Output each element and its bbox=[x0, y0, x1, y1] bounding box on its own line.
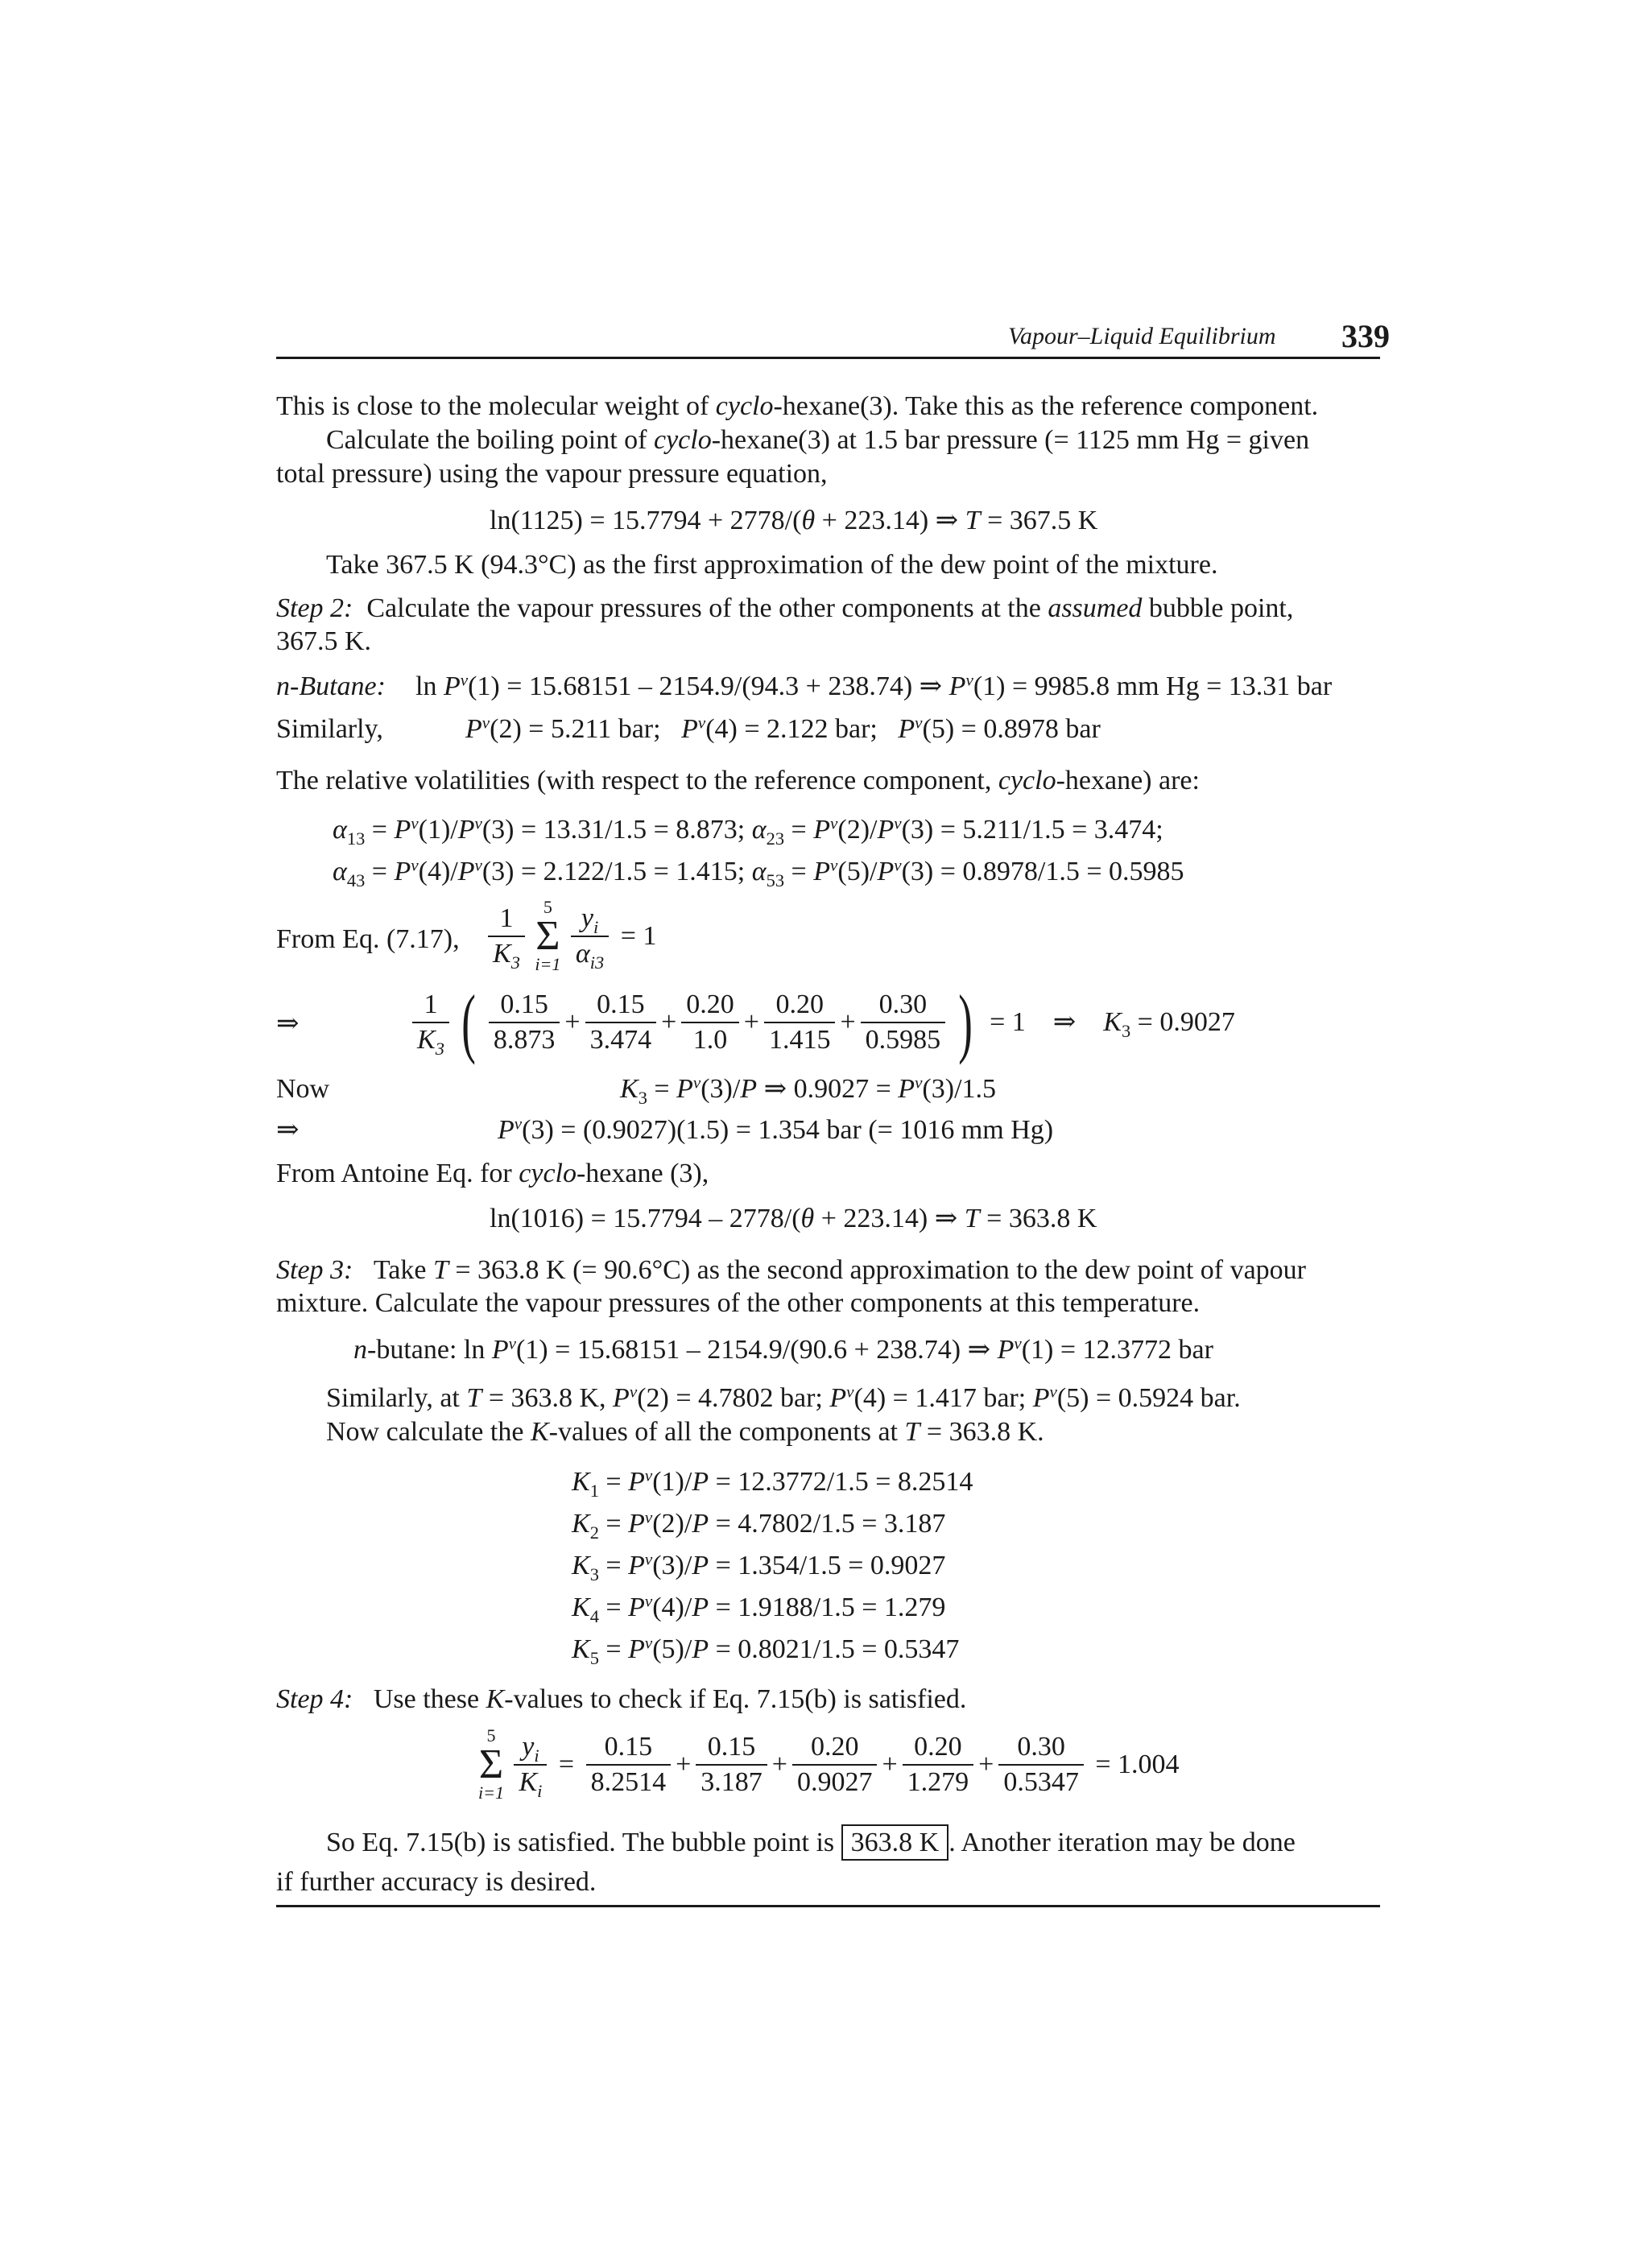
alpha-line-2: $\alpha_{43} = P^v(4)/P^v(3) = 2.122/1.5 = 1.415$; $\alpha_{53} = P^v(5)/P^v(3) = 0.8978/1.5 = 0.5985$ bbox=[333, 855, 1184, 890]
step-2-line-1: Step 2: Calculate the vapour pressures of the other components at the assumed bubble point, bbox=[276, 593, 1294, 623]
k2-equation: $K_2 = P^v(2)/P = 4.7802/1.5 = 3.187$ bbox=[572, 1507, 946, 1543]
step-3-line-2: mixture. Calculate the vapour pressures of the other components at this temperature. bbox=[276, 1288, 1201, 1318]
header-rule bbox=[276, 357, 1380, 359]
similarly-2-line-1: Similarly, at T = 363.8 K, $P^v(2) = 4.7802$ bar; $P^v(4) = 1.417$ bar; $P^v(5) = 0.5924$ bar. bbox=[326, 1382, 1241, 1413]
running-title: Vapour–Liquid Equilibrium bbox=[1008, 323, 1276, 349]
n-butane-label: n-Butane: bbox=[276, 671, 386, 701]
antoine-intro: From Antoine Eq. for cyclo-hexane (3), bbox=[276, 1159, 709, 1188]
equation-antoine: ln(1016) = 15.7794 – 2778/(θ + 223.14) ⇒ T = 363.8 K bbox=[490, 1204, 1097, 1233]
eq4-frac-4: $\frac{0.20}{1.279}$ bbox=[903, 1733, 974, 1796]
relative-volatility-intro: The relative volatilities (with respect to the reference component, cyclo-hexane) are: bbox=[276, 766, 1200, 795]
k1-equation: $K_1 = P^v(1)/P = 12.3772/1.5 = 8.2514$ bbox=[572, 1465, 973, 1501]
step-2-label: Step 2: bbox=[276, 593, 353, 623]
paragraph-2-line-1: Calculate the boiling point of cyclo-hexane(3) at 1.5 bar pressure (= 1125 mm Hg = given bbox=[326, 425, 1310, 455]
summation-symbol: 5 Σ i=1 bbox=[535, 897, 561, 975]
paragraph-2-line-2: total pressure) using the vapour pressure equation, bbox=[276, 459, 828, 489]
now-equation: $K_3 = P^v(3)/P$ ⇒ $0.9027 = P^v(3)/1.5$ bbox=[620, 1072, 997, 1108]
eq3-frac-2: $\frac{0.15}{3.474}$ bbox=[585, 991, 657, 1054]
k3-equation: $K_3 = P^v(3)/P = 1.354/1.5 = 0.9027$ bbox=[572, 1549, 946, 1584]
eq4-frac-2: $\frac{0.15}{3.187}$ bbox=[696, 1733, 767, 1796]
fraction-yi-over-alpha: $\frac{y_i}{\alpha_{i3}}$ bbox=[571, 905, 609, 968]
alpha-line-1: $\alpha_{13} = P^v(1)/P^v(3) = 13.31/1.5 = 8.873$; $\alpha_{23} = P^v(2)/P^v(3) = 5.211/1.5 = 3.474$; bbox=[333, 813, 1163, 849]
equation-boiling-point: ln(1125) = 15.7794 + 2778/(θ + 223.14) ⇒ T = 367.5 K bbox=[490, 506, 1098, 535]
similarly-equation: $P^v(2) = 5.211$ bar; $P^v(4) = 2.122$ bar; $P^v(5) = 0.8978$ bar bbox=[465, 713, 1101, 744]
from-eq-717-label: From Eq. (7.17), bbox=[276, 924, 460, 954]
now-label: Now bbox=[276, 1074, 330, 1104]
k4-equation: $K_4 = P^v(4)/P = 1.9188/1.5 = 1.279$ bbox=[572, 1591, 946, 1626]
eq3-frac-3: $\frac{0.20}{1.0}$ bbox=[681, 991, 739, 1054]
equation-717: $\frac{1}{K_3}$ 5 Σ i=1 $\frac{y_i}{\alpha_{i3}}$ = 1 bbox=[488, 899, 661, 973]
implies-arrow-2: ⇒ bbox=[276, 1115, 300, 1145]
equation-sum-check: 5 Σ i=1 $\frac{y_i}{K_i}$ = $\frac{0.15}{8.2514}$ + $\frac{0.15}{3.187}$ + $\frac{0.20}{0.9027}$ + $\frac{0.20}{1.279}$ + $\frac{0.30}{0.5347}$ = 1.004 bbox=[478, 1725, 1180, 1803]
eq4-frac-1: $\frac{0.15}{8.2514}$ bbox=[586, 1733, 672, 1796]
fraction-one-over-k3: $\frac{1}{K_3}$ bbox=[488, 905, 525, 968]
step-3-label: Step 3: bbox=[276, 1255, 353, 1285]
eq4-frac-3: $\frac{0.20}{0.9027}$ bbox=[792, 1733, 878, 1796]
pv3-equation: $P^v(3) = (0.9027)(1.5) = 1.354$ bar (= 1016 mm Hg) bbox=[498, 1113, 1054, 1145]
step-4-label: Step 4: bbox=[276, 1684, 353, 1714]
footer-rule bbox=[276, 1905, 1380, 1907]
conclusion-line-2: if further accuracy is desired. bbox=[276, 1867, 597, 1897]
equation-k3: $\frac{1}{K_3}$ ( $\frac{0.15}{8.873}$ + $\frac{0.15}{3.474}$ + $\frac{0.20}{1.0}$ + $\frac{0.20}{1.415}$ + $\frac{0.30}{0.5985}$ ) = 1 ⇒ $K_3 = 0.9027$ bbox=[412, 984, 1240, 1061]
eq3-frac-4: $\frac{0.20}{1.415}$ bbox=[764, 991, 836, 1054]
step-2-line-2: 367.5 K. bbox=[276, 626, 372, 656]
conclusion-line-1: So Eq. 7.15(b) is satisfied. The bubble point is 363.8 K . Another iteration may be done bbox=[326, 1829, 1296, 1857]
k5-equation: $K_5 = P^v(5)/P = 0.8021/1.5 = 0.5347$ bbox=[572, 1633, 960, 1668]
paragraph-3: Take 367.5 K (94.3°C) as the first approximation of the dew point of the mixture. bbox=[326, 550, 1218, 580]
similarly-label: Similarly, bbox=[276, 714, 383, 744]
boxed-answer: 363.8 K bbox=[841, 1824, 949, 1861]
implies-arrow-1: ⇒ bbox=[276, 1009, 300, 1039]
step-4-line: Step 4: Use these K-values to check if Eq. 7.15(b) is satisfied. bbox=[276, 1684, 967, 1714]
similarly-2-line-2: Now calculate the K-values of all the components at T = 363.8 K. bbox=[326, 1417, 1044, 1447]
eq4-frac-5: $\frac{0.30}{0.5347}$ bbox=[998, 1733, 1084, 1796]
page-number: 339 bbox=[1341, 318, 1390, 354]
eq3-frac-1: $\frac{0.15}{8.873}$ bbox=[489, 991, 560, 1054]
n-butane-equation: $\ln P^v(1) = 15.68151 - 2154.9/(94.3 + 238.74)$ ⇒ $P^v(1) = 9985.8$ mm Hg = 13.31 bar bbox=[415, 670, 1333, 701]
n-butane-equation-2: n-butane: $\ln P^v(1) = 15.68151 - 2154.9/(90.6 + 238.74)$ ⇒ $P^v(1) = 12.3772$ bar bbox=[353, 1333, 1213, 1365]
paragraph-1: This is close to the molecular weight of cyclo-hexane(3). Take this as the reference component. bbox=[276, 391, 1319, 421]
eq3-frac-5: $\frac{0.30}{0.5985}$ bbox=[861, 991, 946, 1054]
step-3-line-1: Step 3: Take T = 363.8 K (= 90.6°C) as the second approximation to the dew point of vapour bbox=[276, 1255, 1306, 1285]
